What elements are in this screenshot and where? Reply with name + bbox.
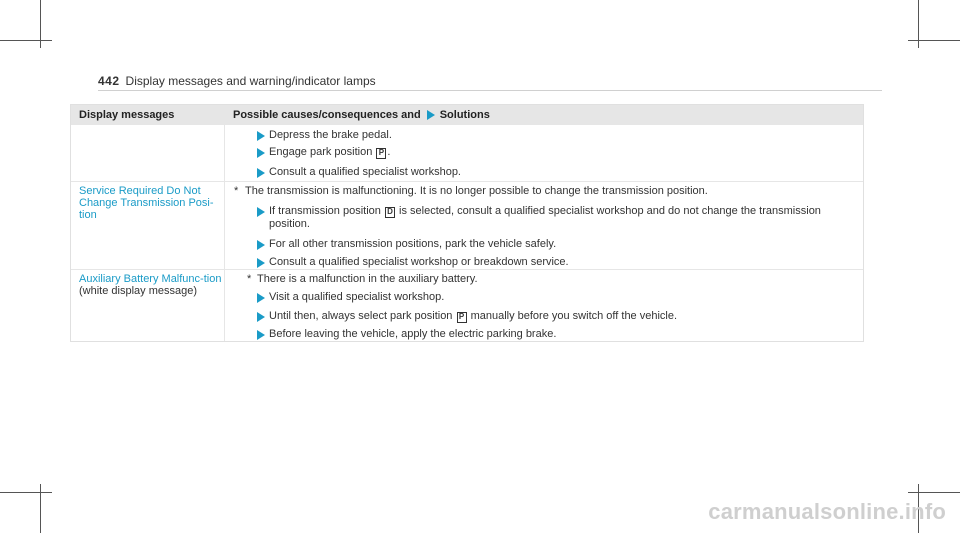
instruction-text [269,310,859,323]
instruction-text: Before leaving the vehicle, apply the electric parking brake. [269,328,557,340]
instruction-text: Consult a qualified specialist workshop. [269,166,461,178]
instruction-text [269,146,859,159]
arrow-icon [257,168,265,178]
display-message-text: Auxiliary Battery Malfunc-tion [79,273,222,285]
arrow-icon [427,110,435,120]
instruction-text-part: manually before you switch off the vehicle. [470,310,678,322]
crop-mark [908,40,960,41]
instruction-text: Depress the brake pedal. [269,129,392,141]
instruction-text-part: Engage park position [269,146,373,158]
page-number: 442 [98,74,120,88]
crop-mark [908,492,960,493]
row-divider [71,269,863,270]
arrow-icon [257,330,265,340]
instruction-text [269,205,859,231]
gear-d-icon: D [385,207,395,218]
column-header-solutions: Solutions [439,109,490,121]
row-divider [71,181,863,182]
gear-p-icon: P [376,148,386,159]
arrow-icon [257,131,265,141]
instruction-text: For all other transmission positions, park the vehicle safely. [269,238,557,250]
page-title: Display messages and warning/indicator lamps [125,74,376,88]
display-message-note: (white display message) [79,285,197,297]
asterisk: * [247,273,252,285]
arrow-icon [257,207,265,217]
arrow-icon [257,258,265,268]
column-divider [224,105,225,341]
crop-mark [0,40,52,41]
instruction-text-part: If transmission position [269,205,381,217]
page-header [98,74,376,88]
cause-text: There is a malfunction in the auxiliary battery. [257,273,478,285]
column-header-causes-solutions [233,109,490,121]
instruction-text: Consult a qualified specialist workshop or breakdown service. [269,256,569,268]
display-message [79,273,224,297]
messages-table [70,104,864,342]
watermark: carmanualsonline.info [708,499,946,524]
asterisk: * [234,185,239,197]
instruction-text-part: . [387,146,391,158]
gear-p-icon: P [457,312,467,323]
column-header-display-messages: Display messages [79,109,175,121]
instruction-text-part: Until then, always select park position [269,310,453,322]
table-header [71,105,863,125]
arrow-icon [257,148,265,158]
arrow-icon [257,312,265,322]
display-message: Service Required Do Not Change Transmission Posi-tion [79,185,214,221]
arrow-icon [257,240,265,250]
cause-text: The transmission is malfunctioning. It is no longer possible to change the transmission position. [245,185,708,197]
crop-mark [0,492,52,493]
instruction-text-part: is selected, consult a qualified specialist workshop and do not change the transmission position. [269,205,821,230]
column-header-causes: Possible causes/consequences and [233,109,421,121]
instruction-text: Visit a qualified specialist workshop. [269,291,445,303]
header-divider [98,90,882,91]
arrow-icon [257,293,265,303]
